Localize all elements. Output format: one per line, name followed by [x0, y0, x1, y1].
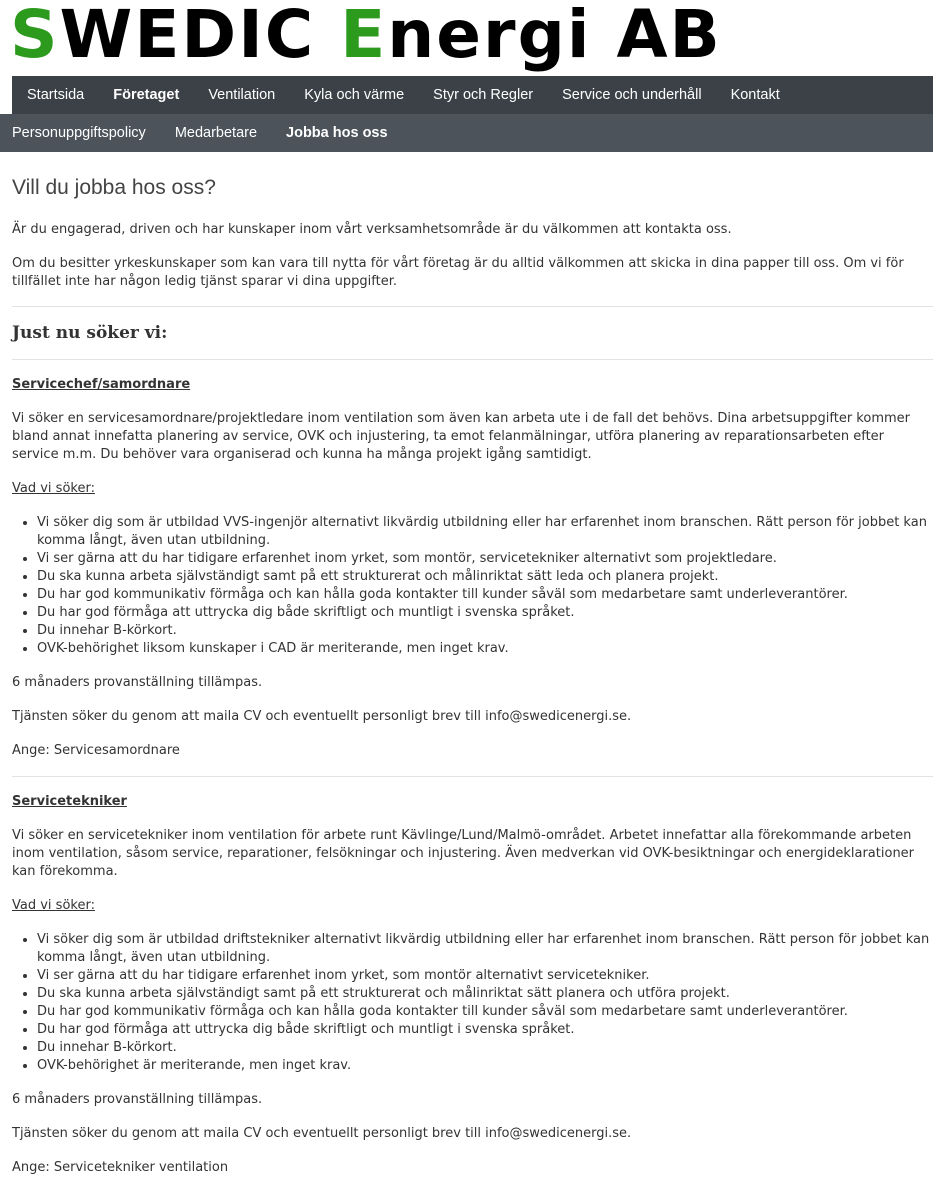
list-item: • Du ska kunna arbeta självständigt samt på ett strukturerat och målinriktat sätt planera och utföra projekt. — [37, 985, 933, 1003]
logo-word-energi: nergi — [387, 0, 592, 73]
divider — [12, 306, 933, 307]
logo-letter-s: S — [10, 0, 60, 73]
requirements-heading: Vad vi söker: — [12, 481, 95, 496]
divider — [12, 776, 933, 777]
list-item: • Vi söker dig som är utbildad VVS-ingenjör alternativt likvärdig utbildning eller har erfarenhet inom branschen. Rätt person för jobbet kan komma långt, även utan utbildning. — [37, 514, 933, 550]
list-item: • OVK-behörighet är meriterande, men inget krav. — [37, 1057, 933, 1075]
intro-paragraph-1: Är du engagerad, driven och har kunskaper inom vårt verksamhetsområde är du välkommen att kontakta oss. — [12, 222, 732, 237]
list-item: • Vi söker dig som är utbildad driftstekniker alternativt likvärdig utbildning eller har erfarenhet inom branschen. Rätt person för jobbet kan komma långt, även utan utbildning. — [37, 931, 933, 967]
logo-letter-e: E — [340, 0, 388, 73]
requirements-list — [12, 514, 933, 658]
main-content — [12, 152, 933, 1177]
nav-styr-och-regler[interactable]: Styr och Regler — [433, 87, 534, 103]
list-item: • Du innehar B-körkort. — [37, 1039, 933, 1057]
page-title: Vill du jobba hos oss? — [12, 176, 216, 199]
list-item: • Vi ser gärna att du har tidigare erfarenhet inom yrket, som montör, servicetekniker alternativt som projektledare. — [37, 550, 933, 568]
site-logo[interactable] — [10, 0, 722, 74]
list-item: • Du har god kommunikativ förmåga och kan hålla goda kontakter till kunder såväl som medarbetare samt underleverantörer. — [37, 586, 933, 604]
job-description: Vi söker en servicetekniker inom ventilation för arbete runt Kävlinge/Lund/Malmö-området. Arbetet innefattar alla förekommande arbeten inom ventilation, såsom service, reparationer, felsökningar och injustering. Även medverkan vid OVK-besiktningar och energideklarationer kan förekomma. — [12, 828, 915, 879]
intro-paragraph-2: Om du besitter yrkeskunskaper som kan vara till nytta för vårt företag är du alltid välkommen att skicka in dina papper till oss. Om vi för tillfället inte har någon ledig tjänst sparar vi dina uppgifter. — [12, 256, 904, 289]
list-item: • OVK-behörighet liksom kunskaper i CAD är meriterande, men inget krav. — [37, 640, 933, 658]
nav-service-och-underhall[interactable]: Service och underhåll — [562, 87, 702, 103]
requirements-heading: Vad vi söker: — [12, 898, 95, 913]
job-posting-servicechef — [12, 376, 933, 760]
list-item: • Du har god förmåga att uttrycka dig både skriftligt och muntligt i svenska språket. — [37, 1021, 933, 1039]
primary-nav — [12, 76, 933, 114]
logo-word-swedic: WEDIC — [59, 0, 316, 73]
nav-ventilation[interactable]: Ventilation — [208, 87, 276, 103]
job-title: Servicechef/samordnare — [12, 377, 191, 392]
openings-heading: Just nu söker vi: — [12, 323, 168, 343]
nav-kontakt[interactable]: Kontakt — [730, 87, 780, 103]
job-description: Vi söker en servicesamordnare/projektledare inom ventilation som även kan arbeta ute i de fall det behövs. Dina arbetsuppgifter kommer bland annat innefatta planering av service, OVK och injustering, ta emot felanmälningar, utföra planering av reparationsarbeten efter service m.m. Du behöver vara organiserad och kunna ha många projekt igång samtidigt. — [12, 411, 910, 462]
application-reference: Ange: Servicesamordnare — [12, 743, 180, 758]
list-item: • Du innehar B-körkort. — [37, 622, 933, 640]
subnav-jobba-hos-oss[interactable]: Jobba hos oss — [286, 125, 388, 141]
nav-kyla-och-varme[interactable]: Kyla och värme — [304, 87, 405, 103]
list-item: • Du har god kommunikativ förmåga och kan hålla goda kontakter till kunder såväl som medarbetare samt underleverantörer. — [37, 1003, 933, 1021]
secondary-nav — [0, 114, 933, 152]
trial-period-text: 6 månaders provanställning tillämpas. — [12, 1092, 263, 1107]
divider — [12, 359, 933, 360]
subnav-personuppgiftspolicy[interactable]: Personuppgiftspolicy — [12, 125, 146, 141]
job-posting-servicetekniker — [12, 793, 933, 1177]
logo-word-ab: AB — [616, 0, 722, 73]
nav-startsida[interactable]: Startsida — [27, 87, 85, 103]
application-instructions: Tjänsten söker du genom att maila CV och eventuellt personligt brev till info@swedicenergi.se. — [12, 1126, 632, 1141]
list-item: • Du har god förmåga att uttrycka dig både skriftligt och muntligt i svenska språket. — [37, 604, 933, 622]
application-instructions: Tjänsten söker du genom att maila CV och eventuellt personligt brev till info@swedicenergi.se. — [12, 709, 632, 724]
list-item: • Vi ser gärna att du har tidigare erfarenhet inom yrket, som montör alternativt servicetekniker. — [37, 967, 933, 985]
list-item: • Du ska kunna arbeta självständigt samt på ett strukturerat och målinriktat sätt leda och planera projekt. — [37, 568, 933, 586]
subnav-medarbetare[interactable]: Medarbetare — [174, 125, 258, 141]
application-reference: Ange: Servicetekniker ventilation — [12, 1160, 229, 1175]
job-title: Servicetekniker — [12, 794, 127, 809]
requirements-list — [12, 931, 933, 1075]
trial-period-text: 6 månaders provanställning tillämpas. — [12, 675, 263, 690]
nav-foretaget[interactable]: Företaget — [113, 87, 180, 103]
